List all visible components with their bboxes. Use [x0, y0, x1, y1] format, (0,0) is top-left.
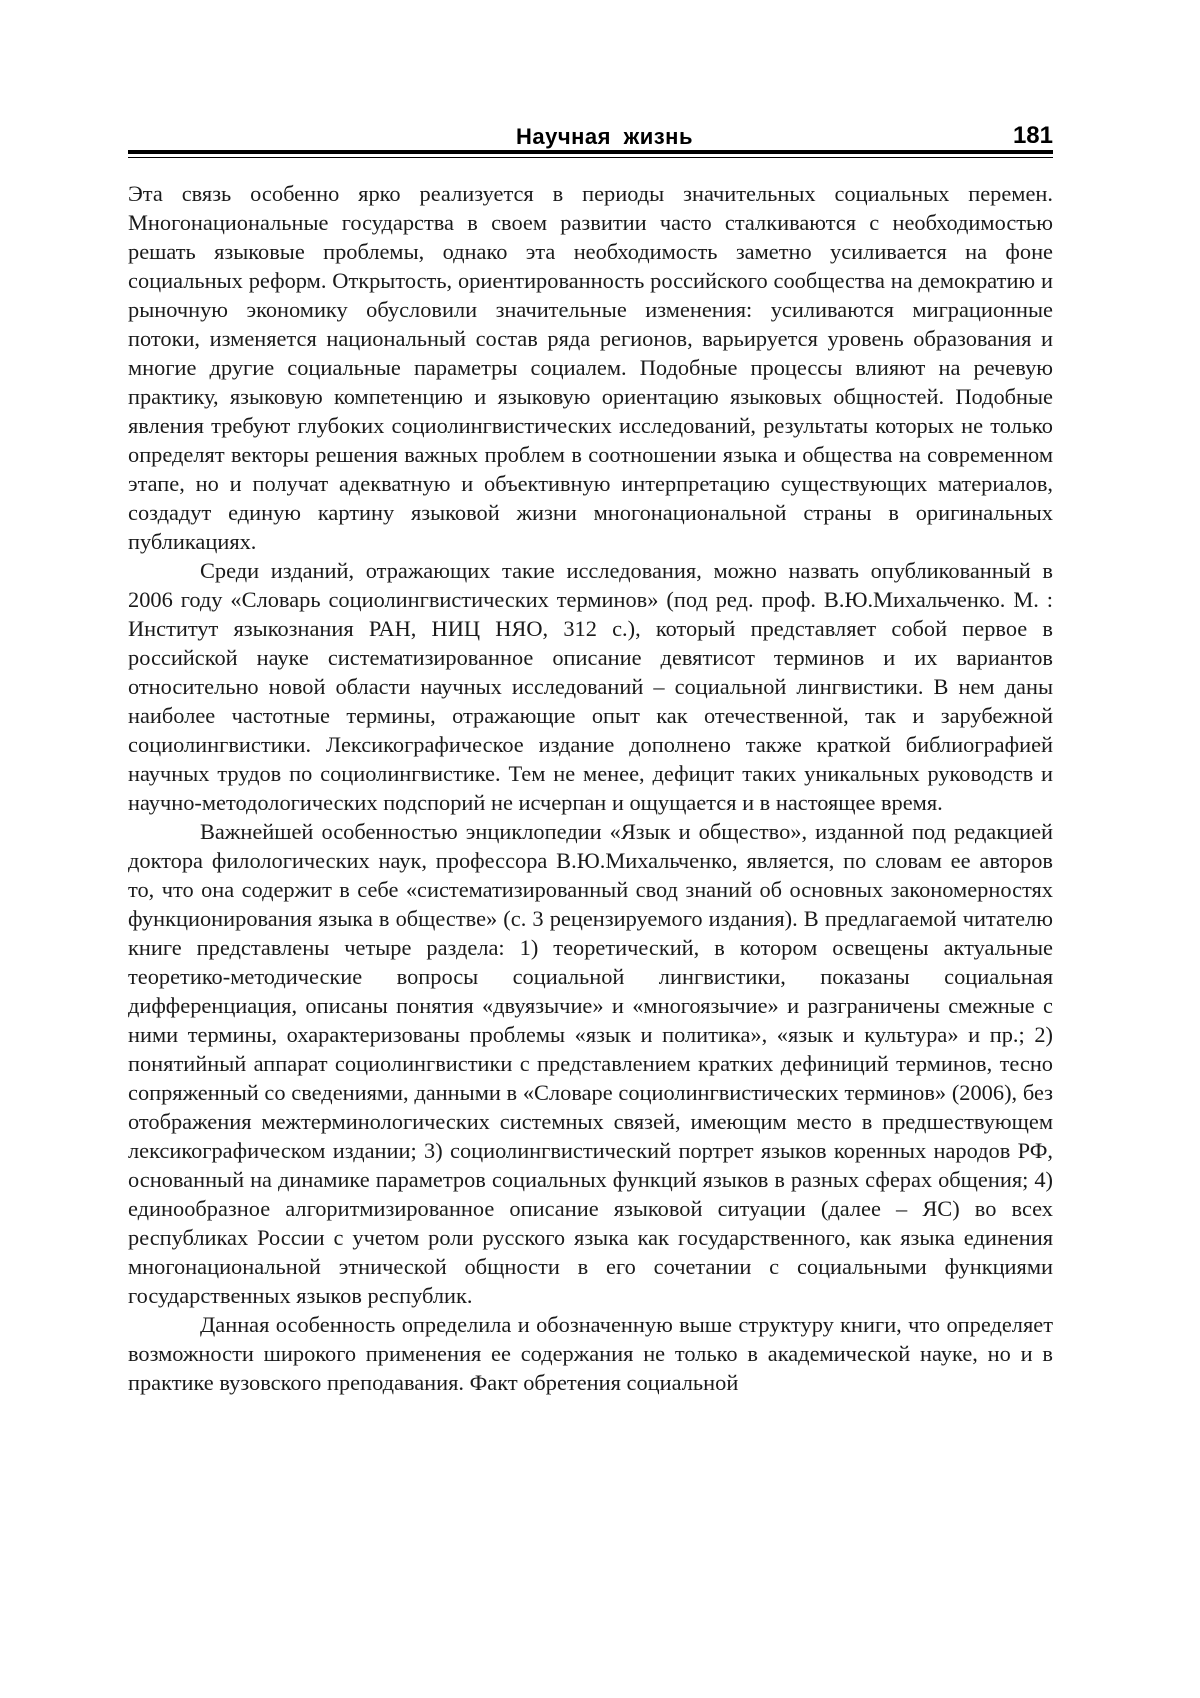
paragraph-1: Эта связь особенно ярко реализуется в периоды значительных социальных перемен. Многонациональные государства в своем развитии часто сталкиваются с необходимостью решать языковые проблемы, однако эта необходимость заметно усиливается на фоне социальных реформ. Открытость, ориентированность российского сообщества на демократию и рыночную экономику обусловили значительные изменения: усиливаются миграционные потоки, изменяется национальный состав ряда регионов, варьируется уровень образования и многие другие социальные параметры социалем. Подобные процессы влияют на речевую практику, языковую компетенцию и языковую ориентацию языковых общностей. Подобные явления требуют глубоких социолингвистических исследований, результаты которых не только определят векторы решения важных проблем в соотношении языка и общества на современном этапе, но и получат адекватную и объективную интерпретацию существующих материалов, создадут единую картину языковой жизни многонациональной страны в оригинальных публикациях.	[128, 181, 1053, 554]
paragraph-4: Данная особенность определила и обозначенную выше структуру книги, что определяет возможности широкого применения ее содержания не только в академической науке, но и в практике вузовского преподавания. Факт обретения социальной	[128, 1312, 1053, 1395]
section-title: Научная жизнь	[516, 124, 693, 149]
paragraph-3: Важнейшей особенностью энциклопедии «Язык и общество», изданной под редакцией доктора филологических наук, профессора В.Ю.Михальченко, является, по словам ее авторов то, что она содержит в себе «систематизированный свод знаний об основных закономерностях функционирования языка в обществе» (с. 3 рецензируемого издания). В предлагаемой читателю книге представлены четыре раздела: 1) теоретический, в котором освещены актуальные теоретико-методические вопросы социальной лингвистики, показаны социальная дифференциация, описаны понятия «двуязычие» и «многоязычие» и разграничены смежные с ними термины, охарактеризованы проблемы «язык и политика», «язык и культура» и пр.; 2) понятийный аппарат социолингвистики с представлением кратких дефиниций терминов, тесно сопряженный со сведениями, данными в «Словаре социолингвистических терминов» (2006), без отображения межтерминологических системных связей, имеющим место в предшествующем лексикографическом издании; 3) социолингвистический портрет языков коренных народов РФ, основанный на динамике параметров социальных функций языков в разных сферах общения; 4) единообразное алгоритмизированное описание языковой ситуации (далее – ЯС) во всех республиках России с учетом роли русского языка как государственного, как языка единения многонациональной этнической общности в его сочетании с социальными функциями государственных языков республик.	[128, 819, 1053, 1308]
header-rule-thick	[128, 150, 1053, 154]
article-body	[128, 179, 1053, 1397]
paragraph-2: Среди изданий, отражающих такие исследования, можно назвать опубликованный в 2006 году «Словарь социолингвистических терминов» (под ред. проф. В.Ю.Михальченко. М. : Институт языкознания РАН, НИЦ НЯО, 312 с.), который представляет собой первое в российской науке систематизированное описание девятисот терминов и их вариантов относительно новой области научных исследований – социальной лингвистики. В нем даны наиболее частотные термины, отражающие опыт как отечественной, так и зарубежной социолингвистики. Лексикографическое издание дополнено также краткой библиографией научных трудов по социолингвистике. Тем не менее, дефицит таких уникальных руководств и научно-методологических подспорий не исчерпан и ощущается и в настоящее время.	[128, 558, 1053, 815]
page-number: 181	[1012, 122, 1053, 149]
header-rule-thin	[128, 157, 1053, 158]
running-header	[128, 120, 1053, 152]
